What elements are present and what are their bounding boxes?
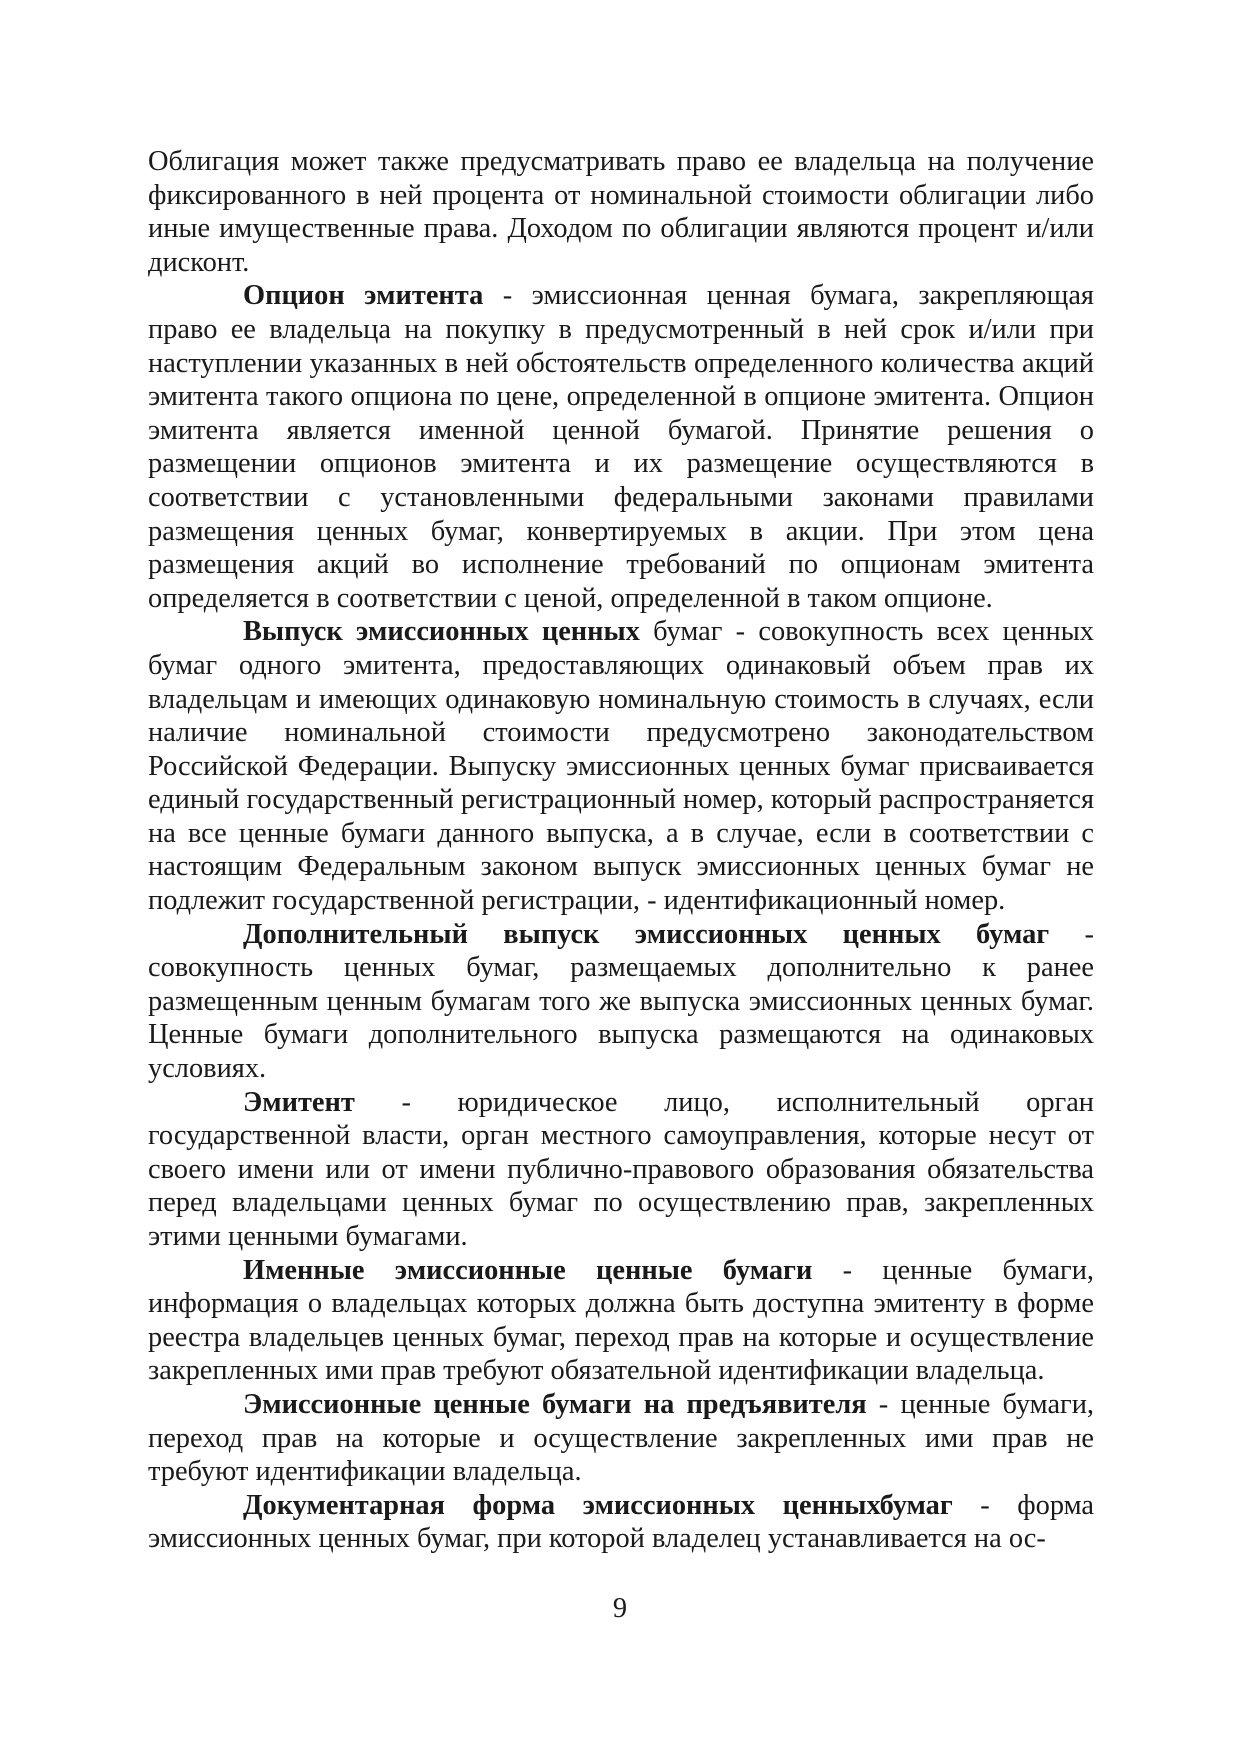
- term-heading: Выпуск эмиссионных ценных: [243, 616, 640, 648]
- term-heading: Эмиссионные ценные бумаги на предъявителя: [243, 1388, 867, 1420]
- paragraph-text: - эмиссионная ценная бумага, закрепляющая право ее владельца на покупку в предусмотренный в ней срок и/или при наступлении указанных в ней обстоятельств определенного количества акций эмитента такого опциона по цене, определенной в опционе эмитента. Опцион эмитента является именной ценной бумагой. Принятие решения о размещении опционов эмитента и их размещение осуществляются в соответствии с установленными федеральными законами правилами размещения ценных бумаг, конвертируемых в акции. При этом цена размещения акций во исполнение требований по опционам эмитента определяется в соответствии с ценой, определенной в таком опционе.: [148, 280, 1094, 614]
- paragraph-bearer-securities: [148, 1388, 1094, 1489]
- paragraph-issuer-option: [148, 279, 1094, 615]
- paragraph-text: - форма эмиссионных ценных бумаг, при которой владелец устанавливается на ос-: [148, 1489, 1094, 1555]
- term-heading: Эмитент: [243, 1086, 355, 1118]
- paragraph-securities-issue: [148, 615, 1094, 917]
- paragraph-text: - ценные бумаги, переход прав на которые и осуществление закрепленных ими прав не требуют идентификации владельца.: [148, 1388, 1094, 1488]
- paragraph-text: - юридическое лицо, исполнительный орган государственной власти, орган местного самоуправления, которые несут от своего имени или от имени публично-правового образования обязательства перед владельцами ценных бумаг по осуществлению прав, закрепленных этими ценными бумагами.: [148, 1086, 1094, 1252]
- document-body: [148, 145, 1094, 1556]
- paragraph-issuer: [148, 1086, 1094, 1254]
- paragraph-text: - ценные бумаги, информация о владельцах которых должна быть доступна эмитенту в форме реестра владельцев ценных бумаг, переход прав на которые и осуществление закрепленных ими прав требуют обязательной идентификации владельца.: [148, 1254, 1094, 1387]
- paragraph-additional-issue: [148, 918, 1094, 1086]
- paragraph-registered-securities: [148, 1254, 1094, 1388]
- paragraph-bond-continuation: [148, 145, 1094, 279]
- paragraph-text: бумаг - совокупность всех ценных бумаг одного эмитента, предоставляющих одинаковый объем прав их владельцам и имеющих одинаковую номинальную стоимость в случаях, если наличие номинальной стоимости предусмотрено законодательством Российской Федерации. Выпуску эмиссионных ценных бумаг присваивается единый государственный регистрационный номер, который распространяется на все ценные бумаги данного выпуска, а в случае, если в соответствии с настоящим Федеральным законом выпуск эмиссионных ценных бумаг не подлежит государственной регистрации, - идентификационный номер.: [148, 616, 1094, 917]
- term-heading: Именные эмиссионные ценные бумаги: [243, 1254, 813, 1286]
- term-heading: Документарная форма эмиссионных ценныхбумаг: [243, 1489, 953, 1521]
- paragraph-documentary-form: [148, 1489, 1094, 1556]
- page-number: 9: [612, 1593, 628, 1624]
- paragraph-text: Облигация может также предусматривать право ее владельца на получение фиксированного в ней процента от номинальной стоимости облигации либо иные имущественные права. Доходом по облигации являются процент и/или дисконт.: [148, 146, 1094, 278]
- term-heading: Опцион эмитента: [243, 280, 484, 312]
- term-heading: Дополнительный выпуск эмиссионных ценных бумаг: [243, 918, 1050, 950]
- paragraph-text: - совокупность ценных бумаг, размещаемых дополнительно к ранее размещенным ценным бумагам того же выпуска эмиссионных ценных бумаг. Ценные бумаги дополнительного выпуска размещаются на одинаковых условиях.: [148, 918, 1094, 1085]
